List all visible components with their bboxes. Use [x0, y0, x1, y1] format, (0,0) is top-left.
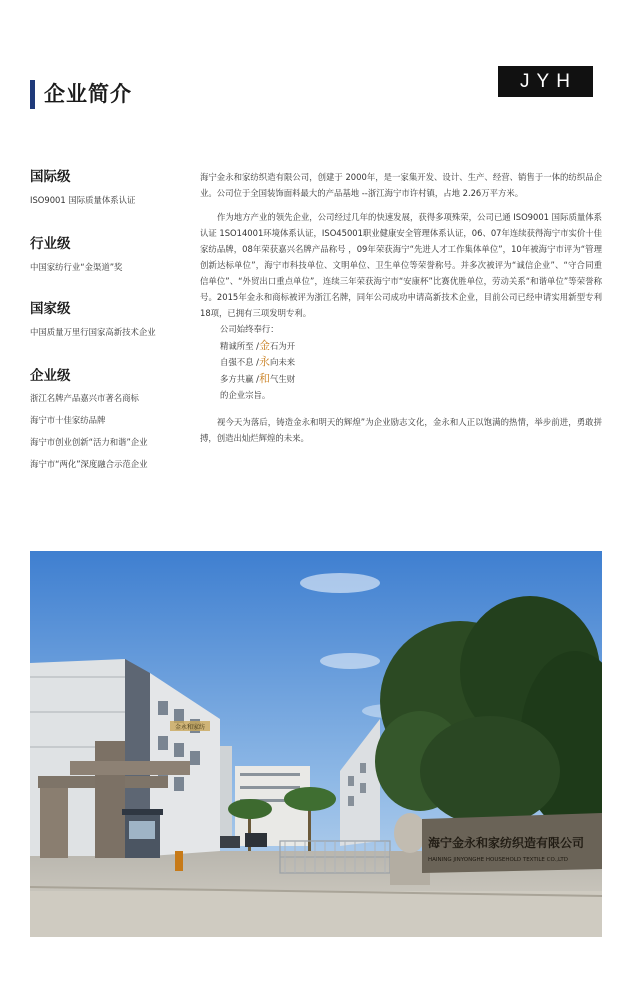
- honor-item: 海宁市十佳家纺品牌: [30, 415, 106, 425]
- honor-item: 浙江名牌产品嘉兴市著名商标: [30, 393, 139, 403]
- honor-level-title: 国际级: [30, 169, 71, 185]
- gate-sign-english: HAINING JINYONGHE HOUSEHOLD TEXTILE CO.,LTD: [428, 857, 568, 863]
- motto-text: 多方共赢 /: [220, 373, 259, 384]
- intro-paragraph-2: 作为地方产业的领先企业，公司经过几年的快速发展，获得多项殊荣，公司已通 ISO9001 国际质量体系认证 1SO14001环境体系认证，ISO45001职业健康安全管理体系认证，06、07年连续获得海宁市实价十佳家纺品牌，08年荣获嘉兴名牌产品称号 ，09年荣获海宁“先进人才工作集体单位”，10年被海宁市评为“管理创新达标单位”，海宁市科技单位、文明单位、卫生单位等荣誉称号。并多次被评为“诚信企业”、“守合同重信单位”、“外贸出口重点单位”，连续三年荣获海宁市“安康杯”比赛优胜单位，劳动关系“和谐单位”等荣誉称号。2015年金永和商标被评为浙江名牌，同年公司成功申请高新技术企业，目前公司已经申请实用新型专利 18项，已拥有三项发明专利。: [200, 212, 602, 318]
- gate-sign-wall: [422, 813, 602, 873]
- motto-intro: 公司始终奉行：: [220, 324, 279, 334]
- motto-highlight-char: 永: [258, 355, 270, 368]
- honor-level-title: 国家级: [30, 301, 71, 317]
- motto-text: 石为开: [269, 340, 296, 351]
- barrier-post: [175, 851, 183, 871]
- honor-item: 中国家纺行业“金渠道”奖: [30, 262, 123, 272]
- motto-text: 气生财: [269, 373, 296, 384]
- honor-item: 海宁市“两化”深度融合示范企业: [30, 459, 148, 469]
- factory-gate-illustration: [30, 551, 602, 937]
- motto-text: 向未来: [269, 357, 296, 367]
- honor-group-international: [30, 168, 135, 206]
- honor-level-title: 企业级: [30, 368, 71, 384]
- company-motto: [200, 321, 602, 404]
- motto-highlight-char: 和: [258, 371, 270, 385]
- motto-line-3: [220, 371, 602, 388]
- building-sign: 金永和家纺: [174, 724, 206, 731]
- honor-group-national: [30, 300, 156, 338]
- intro-paragraph-1: 海宁金永和家纺织造有限公司，创建于 2000年，是一家集开发、设计、生产、经营、销售于一体的纺织品企业。公司位于全国装饰面料最大的产品基地 --浙江海宁市许村镇，占地 2.26万平方米。: [200, 172, 602, 198]
- page-title: 企业简介: [44, 82, 132, 106]
- motto-text: 精诚所至 /: [220, 340, 259, 351]
- parked-car: [220, 836, 240, 848]
- title-accent-bar: [30, 80, 35, 109]
- intro-paragraph-3: 视今天为落后，铸造金永和明天的辉煌”为企业励志文化，金永和人正以饱满的热情，举步前进，勇敢拼搏，创造出灿烂辉煌的未来。: [200, 416, 602, 443]
- motto-line-1: [220, 338, 602, 355]
- gate-sign-chinese: 海宁金永和家纺织造有限公司: [428, 836, 585, 850]
- intro-column: [200, 169, 602, 446]
- guard-booth: [122, 809, 163, 858]
- honor-item: 海宁市创业创新“活力和谐”企业: [30, 437, 148, 447]
- honor-item: ISO9001 国际质量体系认证: [30, 195, 136, 205]
- honor-group-industry: [30, 235, 122, 273]
- brand-logo: JYH: [498, 66, 593, 97]
- motto-text: 自强不息 /: [220, 357, 259, 367]
- honor-group-enterprise: [30, 367, 148, 470]
- motto-end: 的企业宗旨。: [220, 390, 271, 400]
- motto-highlight-char: 金: [258, 338, 270, 352]
- factory-photo: [30, 551, 602, 937]
- motto-line-2: [220, 354, 602, 371]
- honor-level-title: 行业级: [30, 236, 71, 252]
- honor-item: 中国质量万里行国家高新技术企业: [30, 327, 156, 337]
